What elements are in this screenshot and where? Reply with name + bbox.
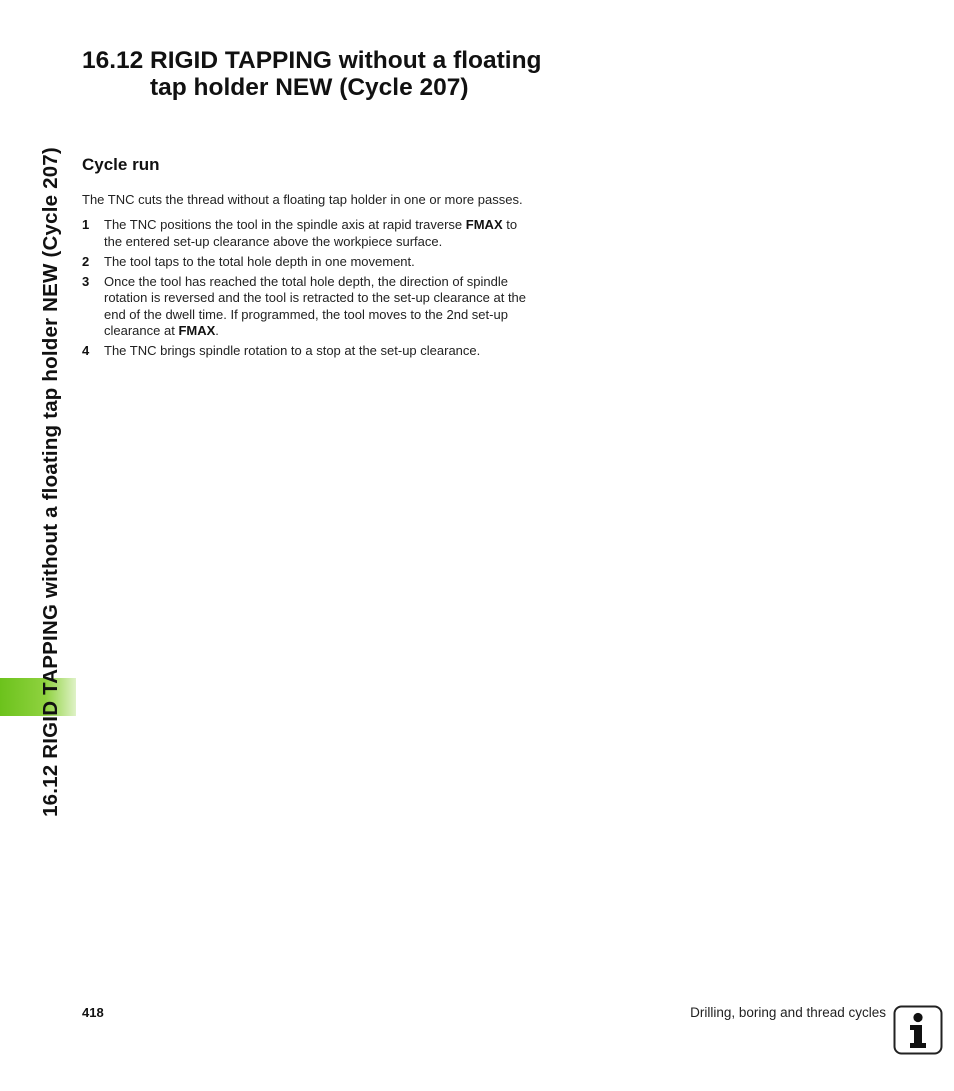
list-item: [82, 217, 527, 250]
page-title: [82, 47, 542, 101]
step-number: 2: [82, 253, 90, 269]
list-item: [82, 274, 527, 339]
step-number: 3: [82, 274, 90, 290]
list-item: [82, 254, 527, 270]
step-text: The TNC brings spindle rotation to a stop at the set-up clearance.: [104, 343, 481, 359]
step-text: [104, 217, 527, 250]
step-keyword: FMAX: [465, 217, 503, 233]
page-number: 418: [82, 1005, 104, 1020]
step-text-part: .: [215, 323, 219, 339]
step-text-part: The TNC positions the tool in the spindle axis at rapid traverse: [104, 217, 466, 233]
step-number: 4: [82, 343, 90, 359]
list-item: [82, 343, 527, 359]
steps-list: [82, 217, 527, 359]
section-title-text: RIGID TAPPING without a floating tap holder NEW (Cycle 207): [150, 47, 542, 101]
side-running-title-text: 16.12 RIGID TAPPING without a floating tap holder NEW (Cycle 207): [39, 147, 62, 817]
info-icon: [893, 1005, 943, 1055]
content-body: [82, 192, 527, 364]
chapter-tab-marker: [0, 678, 76, 716]
section-number: 16.12: [82, 47, 144, 74]
subsection-heading: Cycle run: [82, 155, 160, 174]
step-keyword: FMAX: [178, 323, 216, 339]
intro-paragraph: The TNC cuts the thread without a floating tap holder in one or more passes.: [82, 192, 523, 207]
step-number: 1: [82, 217, 90, 233]
step-text-part: Once the tool has reached the total hole depth, the direction of spindle rotation is reversed and the tool is retracted to the set-up clearance at the end of the dwell time. If programmed, the tool moves to the 2nd set-up clearance at: [104, 274, 527, 339]
step-text: The tool taps to the total hole depth in one movement.: [104, 253, 415, 269]
step-text: [104, 274, 527, 339]
step-text-part: to the entered set-up clearance above the workpiece surface.: [104, 217, 518, 249]
footer-chapter-title: Drilling, boring and thread cycles: [690, 1005, 886, 1020]
